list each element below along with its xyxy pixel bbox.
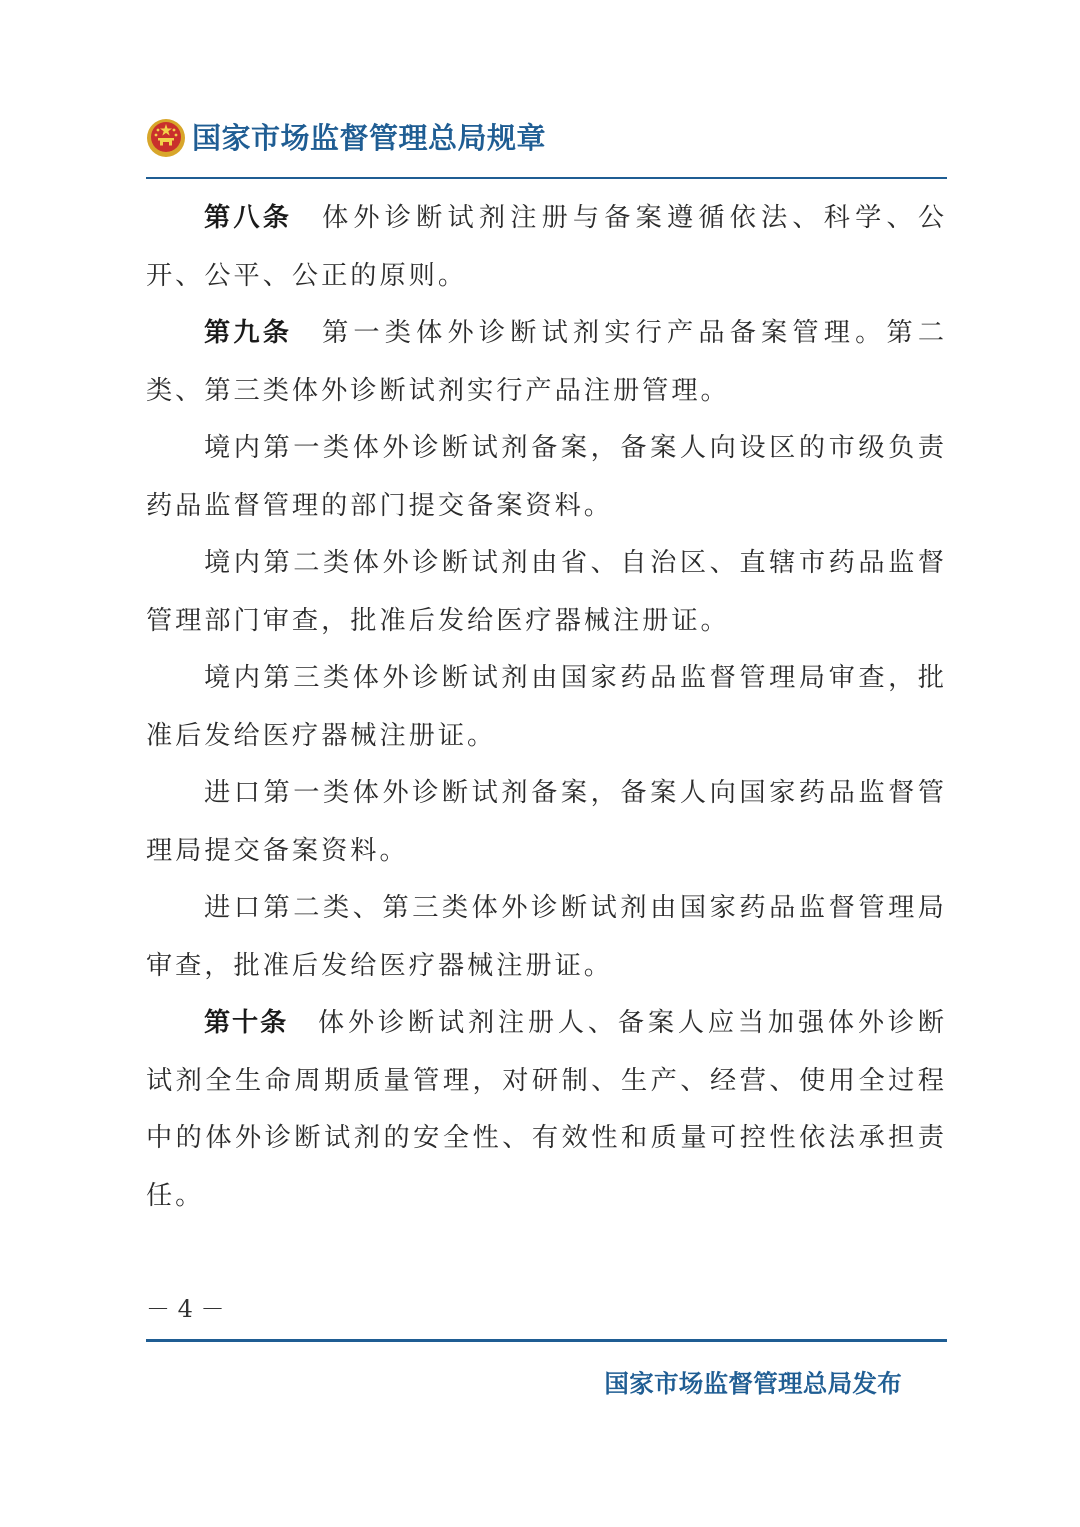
paragraph-text: 体外诊断试剂注册人、备案人应当加强体外诊断试剂全生命周期质量管理，对研制、生产、经营、使用全过程中的体外诊断试剂的安全性、有效性和质量可控性依法承担责任。 [146, 1008, 948, 1211]
national-emblem-icon [146, 118, 186, 158]
article-9-paragraph [146, 305, 947, 420]
paragraph-text: 体外诊断试剂注册与备案遵循依法、科学、公开、公平、公正的原则。 [146, 203, 948, 291]
paragraph-text: 进口第二类、第三类体外诊断试剂由国家药品监督管理局审查，批准后发给医疗器械注册证。 [146, 893, 947, 981]
article-10-paragraph [146, 995, 947, 1225]
body-paragraph [146, 880, 947, 995]
article-heading: 第九条 [204, 318, 293, 348]
page-number: － 4 － [146, 1295, 225, 1323]
body-paragraph [146, 535, 947, 650]
document-body [146, 190, 947, 1225]
body-paragraph [146, 650, 947, 765]
footer-publisher: 国家市场监督管理总局发布 [604, 1369, 902, 1398]
paragraph-text: 境内第一类体外诊断试剂备案，备案人向设区的市级负责药品监督管理的部门提交备案资料。 [146, 433, 947, 521]
page-header [146, 116, 946, 162]
paragraph-text: 第一类体外诊断试剂实行产品备案管理。第二类、第三类体外诊断试剂实行产品注册管理。 [146, 318, 948, 406]
header-title: 国家市场监督管理总局规章 [192, 121, 547, 155]
paragraph-text: 进口第一类体外诊断试剂备案，备案人向国家药品监督管理局提交备案资料。 [146, 778, 947, 866]
article-heading: 第十条 [204, 1008, 288, 1038]
header-divider [146, 177, 947, 179]
paragraph-text: 境内第三类体外诊断试剂由国家药品监督管理局审查，批准后发给医疗器械注册证。 [146, 663, 947, 751]
body-paragraph [146, 765, 947, 880]
paragraph-text: 境内第二类体外诊断试剂由省、自治区、直辖市药品监督管理部门审查，批准后发给医疗器械注册证。 [146, 548, 947, 636]
article-heading: 第八条 [204, 203, 293, 233]
body-paragraph [146, 420, 947, 535]
footer-divider [146, 1339, 947, 1342]
article-8-paragraph [146, 190, 947, 305]
